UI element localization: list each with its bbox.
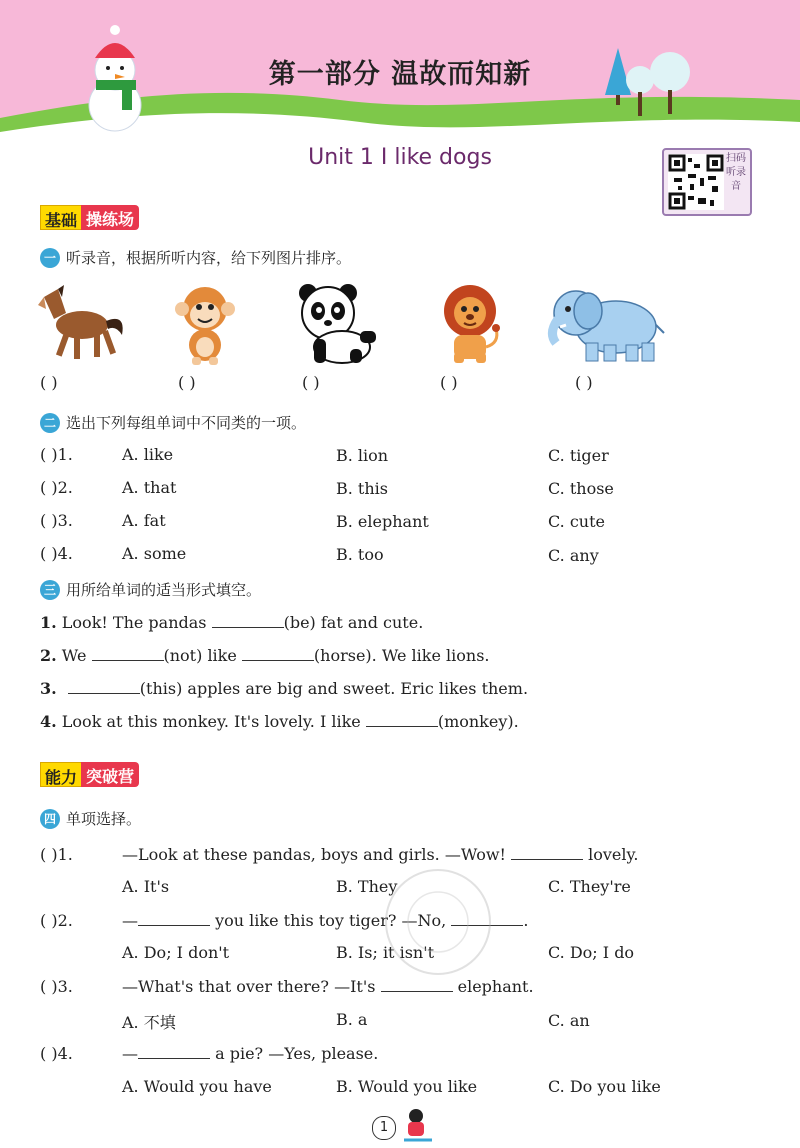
option-c: C. Do; I do xyxy=(548,943,635,962)
page-number: 1 xyxy=(372,1116,396,1140)
question-heading-3 xyxy=(40,579,261,600)
stem-text: you like this toy tiger? —No, xyxy=(210,911,452,930)
option-b: B. too xyxy=(336,545,384,564)
item-number: 4. xyxy=(40,712,57,731)
fill-blank[interactable] xyxy=(68,679,140,694)
answer-paren[interactable]: ( )3. xyxy=(40,511,73,530)
stem-text: — xyxy=(122,1044,138,1063)
option-c: C. They're xyxy=(548,877,631,896)
question-instruction: 用所给单词的适当形式填空。 xyxy=(66,581,262,599)
question-heading-4 xyxy=(40,808,141,829)
answer-paren[interactable]: ( )1. xyxy=(40,445,73,464)
option-c: C. those xyxy=(548,479,614,498)
part-title: 第一部分 温故而知新 xyxy=(268,59,532,90)
answer-paren-5[interactable]: ( ) xyxy=(575,373,593,392)
list-item xyxy=(40,679,528,698)
qr-box[interactable] xyxy=(662,148,752,216)
option-b: B. lion xyxy=(336,446,389,465)
badge-part-a: 能力 xyxy=(40,762,81,787)
question-number: 一 xyxy=(40,248,60,268)
badge-part-b: 突破营 xyxy=(81,762,139,787)
option-a: A. fat xyxy=(122,511,166,530)
horse-picture xyxy=(36,283,128,367)
answer-paren[interactable]: ( )4. xyxy=(40,544,73,563)
question-instruction: 选出下列每组单词中不同类的一项。 xyxy=(66,414,307,432)
stamp-watermark-icon xyxy=(368,862,508,982)
question-number: 二 xyxy=(40,413,60,433)
sentence-text: (be) fat and cute. xyxy=(283,613,424,632)
elephant-picture xyxy=(546,283,666,367)
item-number: 2. xyxy=(40,646,57,665)
list-item xyxy=(40,613,423,632)
badge-part-a: 基础 xyxy=(40,205,81,230)
answer-paren[interactable]: ( )3. xyxy=(40,977,73,996)
answer-paren[interactable]: ( )2. xyxy=(40,478,73,497)
question-instruction: 听录音，根据所听内容，给下列图片排序。 xyxy=(66,249,352,267)
question-heading-1 xyxy=(40,247,351,268)
sentence-text: Look! The pandas xyxy=(61,613,212,632)
sentence-text: Look at this monkey. It's lovely. I like xyxy=(61,712,366,731)
fill-blank[interactable] xyxy=(366,712,438,727)
answer-paren-2[interactable]: ( ) xyxy=(178,373,196,392)
stem-text: —Look at these pandas, boys and girls. —Wow! xyxy=(122,845,512,864)
fill-blank[interactable] xyxy=(511,845,583,860)
option-a: A. some xyxy=(122,544,187,563)
option-c: C. an xyxy=(548,1011,590,1030)
option-a: A. like xyxy=(122,445,174,464)
lion-picture xyxy=(440,283,506,367)
item-number: 3. xyxy=(40,679,57,698)
answer-paren[interactable]: ( )1. xyxy=(40,845,73,864)
fill-blank[interactable] xyxy=(212,613,284,628)
question-heading-2 xyxy=(40,412,306,433)
question-stem xyxy=(122,1044,378,1063)
stem-text: —What's that over there? —It's xyxy=(122,977,381,996)
stem-text: — xyxy=(122,911,138,930)
panda-picture xyxy=(292,283,382,367)
answer-paren-3[interactable]: ( ) xyxy=(302,373,320,392)
sentence-text: (not) like xyxy=(163,646,242,665)
option-a: A. that xyxy=(122,478,177,497)
question-number: 四 xyxy=(40,809,60,829)
option-a: A. It's xyxy=(122,877,170,896)
option-b: B. Is; it isn't xyxy=(336,943,435,962)
sentence-text: We xyxy=(61,646,92,665)
option-b: B. a xyxy=(336,1010,368,1029)
option-b: B. this xyxy=(336,479,388,498)
qr-code-icon[interactable] xyxy=(668,154,724,210)
stem-text: lovely. xyxy=(583,845,639,864)
answer-paren-1[interactable]: ( ) xyxy=(40,373,58,392)
answer-paren[interactable]: ( )2. xyxy=(40,911,73,930)
item-number: 1. xyxy=(40,613,57,632)
fill-blank[interactable] xyxy=(242,646,314,661)
fill-blank[interactable] xyxy=(138,1044,210,1059)
option-a: A. Do; I don't xyxy=(122,943,230,962)
top-banner xyxy=(0,0,800,150)
sentence-text: (this) apples are big and sweet. Eric likes them. xyxy=(139,679,529,698)
option-c: C. Do you like xyxy=(548,1077,661,1096)
section-badge-basic xyxy=(40,205,139,230)
badge-part-b: 操练场 xyxy=(81,205,139,230)
stem-text: a pie? —Yes, please. xyxy=(210,1044,379,1063)
sentence-text: (horse). We like lions. xyxy=(313,646,490,665)
option-b: B. They xyxy=(336,877,398,896)
question-number: 三 xyxy=(40,580,60,600)
answer-paren[interactable]: ( )4. xyxy=(40,1044,73,1063)
option-b: B. elephant xyxy=(336,512,429,531)
option-c: C. cute xyxy=(548,512,606,531)
section-badge-ability xyxy=(40,762,139,787)
answer-paren-4[interactable]: ( ) xyxy=(440,373,458,392)
mascot-icon xyxy=(398,1106,438,1146)
fill-blank[interactable] xyxy=(92,646,164,661)
monkey-picture xyxy=(170,283,240,367)
stem-text: elephant. xyxy=(452,977,534,996)
option-a: A. 不填 xyxy=(122,1013,176,1032)
question-instruction: 单项选择。 xyxy=(66,810,142,828)
qr-label: 扫码听录音 xyxy=(726,153,746,192)
option-c: C. any xyxy=(548,546,599,565)
sentence-text: (monkey). xyxy=(437,712,519,731)
option-c: C. tiger xyxy=(548,446,609,465)
option-b: B. Would you like xyxy=(336,1077,478,1096)
unit-title: Unit 1 I like dogs xyxy=(308,145,492,170)
stem-text: . xyxy=(523,911,529,930)
list-item xyxy=(40,646,490,665)
option-a: A. Would you have xyxy=(122,1077,272,1096)
fill-blank[interactable] xyxy=(138,911,210,926)
list-item xyxy=(40,712,519,731)
